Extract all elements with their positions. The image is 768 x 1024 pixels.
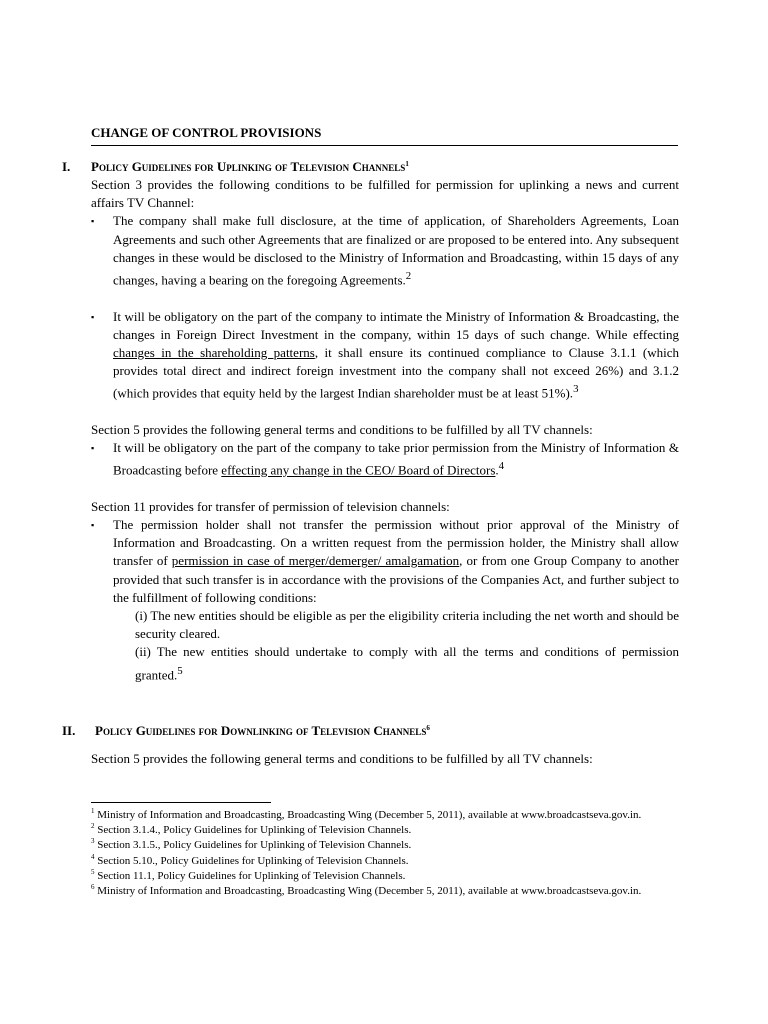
condition-item: (i) The new entities should be eligible as per the eligibility criteria including the net worth and should be security cleared. <box>135 608 679 642</box>
section-body <box>91 176 679 684</box>
section11-intro: Section 11 provides for transfer of permission of television channels: <box>91 498 450 514</box>
bullet-icon: ▪ <box>91 443 95 454</box>
footnote: $^6$ Ministry of Information and Broadcasting, Broadcasting Wing (December 5, 2011), available at www.broadcastseva.gov.in. <box>91 883 642 898</box>
footnote-ref: 6 <box>426 724 430 732</box>
list-item: ▪ It will be obligatory on the part of the company to take prior permission from the Ministry of Information & Broadcasting before effecting any change in the CEO/ Board of Directors.$^4$ <box>91 440 679 478</box>
bullet-icon: ▪ <box>91 216 95 227</box>
list-item: ▪ It will be obligatory on the part of the company to intimate the Ministry of Information & Broadcasting, the changes in Foreign Direct Investment in the company, within 15 days of such change. While effecting changes in the shareholding patterns, it shall ensure its continued compliance to Clause 3.1.1 (which provides total direct and indirect foreign investment into the company shall not exceed 26%) and 3.1.2 (which provides that equity held by the largest Indian shareholder must be at least 51%).$^3$ <box>91 308 679 401</box>
footnote-ref: 2 <box>405 270 412 283</box>
footnote: $^1$ Ministry of Information and Broadcasting, Broadcasting Wing (December 5, 2011), available at www.broadcastseva.gov.in. <box>91 807 642 821</box>
footnote: $^2$ Section 3.1.4., Policy Guidelines for Uplinking of Television Channels. <box>91 822 412 837</box>
list-item: ▪ The permission holder shall not transfer the permission without prior approval of the Ministry of Information and Broadcasting. On a written request from the permission holder, the Ministry shall allow transfer of permission in case of merger/demerger/ amalgamation, or from one Group Company to another provided that such transfer is in accordance with the provisions of the Companies Act, and further subject to the fulfillment of following conditions: <box>91 517 680 605</box>
footnote: $^4$ Section 5.10., Policy Guidelines for Uplinking of Television Channels. <box>91 852 409 867</box>
underlined-text: permission in case of merger/demerger/ amalgamation <box>171 553 460 569</box>
section3-intro: Section 3 provides the following conditions to be fulfilled for permission for uplinking a news and current affairs TV Channel: <box>91 177 679 211</box>
section-title: Policy Guidelines for Downlinking of Television Channels$^6$ <box>95 723 430 738</box>
footnotes <box>91 808 678 899</box>
footnote-ref: 5 <box>177 664 183 677</box>
section-title: Policy Guidelines for Uplinking of Television Channels$^1$ <box>91 159 409 174</box>
footnote-ref: 4 <box>498 460 505 473</box>
section5-intro: Section 5 provides the following general terms and conditions to be fulfilled by all TV channels: <box>91 421 593 437</box>
footnote-separator <box>91 802 271 803</box>
footnote: $^5$ Section 11.1, Policy Guidelines for Uplinking of Television Channels. <box>91 867 406 882</box>
section-numeral: I. <box>62 159 71 174</box>
bullet-icon: ▪ <box>91 311 95 322</box>
footnote-ref: 1 <box>405 160 409 168</box>
footnote-ref: 3 <box>573 383 579 396</box>
section5-intro: Section 5 provides the following general terms and conditions to be fulfilled by all TV channels: <box>91 751 593 766</box>
document-heading: CHANGE OF CONTROL PROVISIONS <box>91 124 678 146</box>
underlined-text: effecting any change in the CEO/ Board of Directors <box>221 462 496 478</box>
condition-item: (ii) The new entities should undertake to comply with all the terms and conditions of permission granted.$^5$ <box>135 644 679 682</box>
section-numeral: II. <box>62 723 76 738</box>
underlined-text: changes in the shareholding patterns <box>113 344 315 360</box>
list-item: ▪ The company shall make full disclosure, at the time of application, of Shareholders Agreements, Loan Agreements and such other Agreements that are finalized or are proposed to be entered into. Any subsequent changes in these would be disclosed to the Ministry of Information and Broadcasting, within 15 days of any changes, having a bearing on the foregoing Agreements.$^2$ <box>91 213 679 288</box>
section-body <box>91 750 679 768</box>
bullet-icon: ▪ <box>91 520 95 531</box>
footnote: $^3$ Section 3.1.5., Policy Guidelines for Uplinking of Television Channels. <box>91 837 412 852</box>
